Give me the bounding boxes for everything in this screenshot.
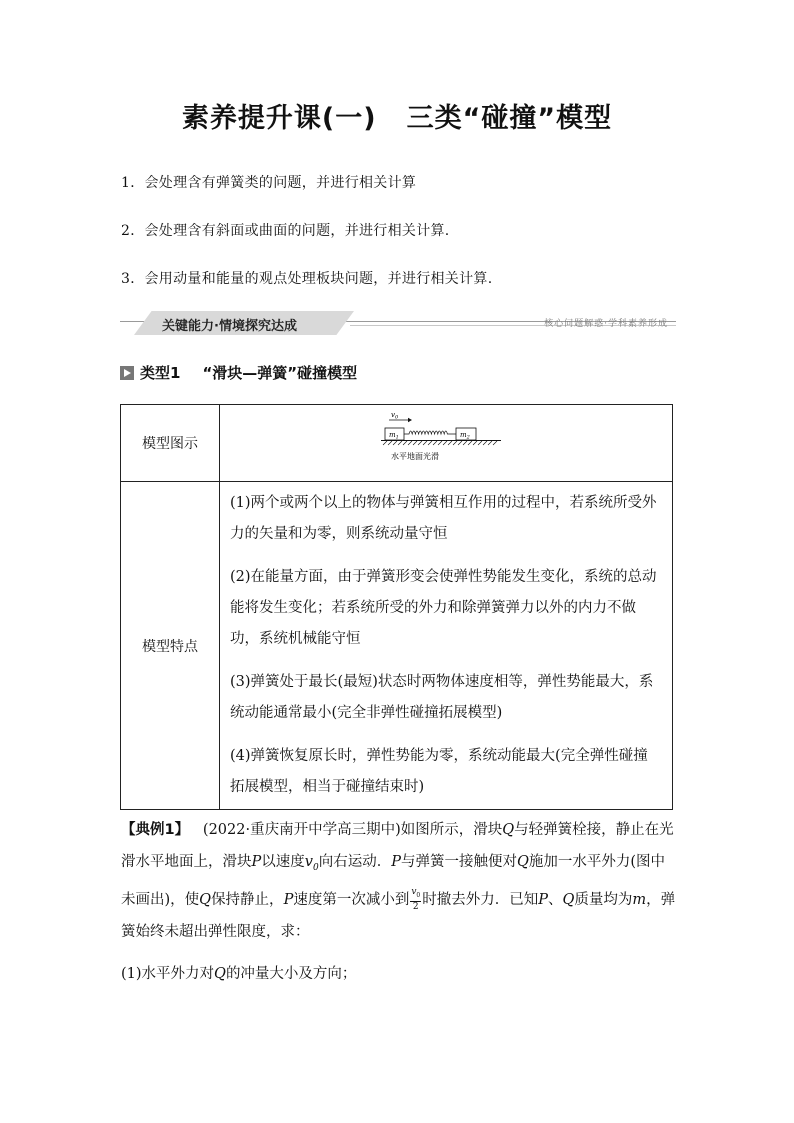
model-table bbox=[120, 404, 673, 810]
question-1: (1)水平外力对Q的冲量大小及方向； bbox=[121, 966, 357, 982]
block-m2-subscript: 2 bbox=[466, 434, 470, 441]
spring-icon bbox=[404, 431, 456, 434]
feature-4: (4)弹簧恢复原长时，弹性势能为零，系统动能最大(完全弹性碰撞拓展模型，相当于碰撞结束时) bbox=[230, 748, 648, 795]
ground-caption: 水平地面光滑 bbox=[391, 452, 439, 461]
table-row bbox=[121, 482, 673, 810]
example-source: (2022·重庆南开中学高三期中) bbox=[202, 822, 401, 838]
play-triangle-icon bbox=[120, 366, 134, 380]
block-m2-label: m bbox=[460, 431, 467, 439]
banner-label: 关键能力·情境探究达成 bbox=[162, 319, 297, 334]
svg-text:v0 bbox=[391, 411, 399, 421]
feature-2: (2)在能量方面，由于弹簧形变会使弹性势能发生变化，系统的总动能将发生变化；若系统所受的外力和除弹簧弹力以外的内力不做功，系统机械能守恒 bbox=[230, 569, 657, 647]
row-label-diagram: 模型图示 bbox=[121, 405, 220, 482]
learning-goal-3: 3．会用动量和能量的观点处理板块问题，并进行相关计算. bbox=[121, 271, 493, 287]
feature-1: (1)两个或两个以上的物体与弹簧相互作用的过程中，若系统所受外力的矢量和为零，则系统动量守恒 bbox=[230, 495, 657, 542]
example-tag: 【典例1】 bbox=[121, 822, 190, 838]
symbol-v0: $v_0$ bbox=[304, 854, 319, 873]
page-title bbox=[0, 96, 794, 135]
table-row bbox=[121, 405, 673, 482]
row-label-features: 模型特点 bbox=[121, 482, 220, 810]
velocity-label: v bbox=[391, 411, 395, 419]
block-m1-label: m bbox=[389, 431, 396, 439]
feature-3: (3)弹簧处于最长(最短)状态时两物体速度相等，弹性势能最大，系统动能通常最小(完全非弹性碰撞拓展模型) bbox=[230, 674, 654, 721]
ground-hatch bbox=[383, 441, 497, 445]
fraction-v0-over-2: $\frac{v_0}{2}$ bbox=[411, 887, 421, 913]
title-topic: 三类“碰撞”模型 bbox=[406, 103, 613, 134]
model-diagram-cell bbox=[220, 405, 673, 482]
type-heading bbox=[120, 362, 357, 383]
arrow-head-icon bbox=[408, 418, 412, 422]
learning-goal-1: 1．会处理含有弹簧类的问题，并进行相关计算 bbox=[121, 175, 417, 191]
block-m1-subscript: 1 bbox=[395, 434, 399, 441]
type-number: 类型1 bbox=[140, 364, 181, 382]
type-name: “滑块—弹簧”碰撞模型 bbox=[202, 364, 358, 382]
banner-subtitle: 核心问题解惑·学科素养形成 bbox=[544, 319, 668, 329]
title-lesson: 素养提升课(一) bbox=[181, 103, 377, 134]
example-paragraph: 【典例1】 (2022·重庆南开中学高三期中)如图所示，滑块Q与轻弹簧栓接，静止在光滑水平地面上，滑块P以速度$v_0$向右运动．P与弹簧一接触便对Q施加一水平外力(图中未画出)，使Q保持静止，P速度第一次减小到 $\frac{v_0}{2}$ 时撤去外力．已知P、Q质量均为m，弹簧始终未超出弹性限度，求： bbox=[121, 822, 676, 940]
learning-goal-2: 2．会处理含有斜面或曲面的问题，并进行相关计算. bbox=[121, 223, 450, 239]
spring-block-diagram bbox=[381, 411, 511, 471]
model-features-cell bbox=[220, 482, 673, 810]
velocity-subscript: 0 bbox=[394, 414, 399, 421]
section-banner bbox=[120, 309, 676, 337]
